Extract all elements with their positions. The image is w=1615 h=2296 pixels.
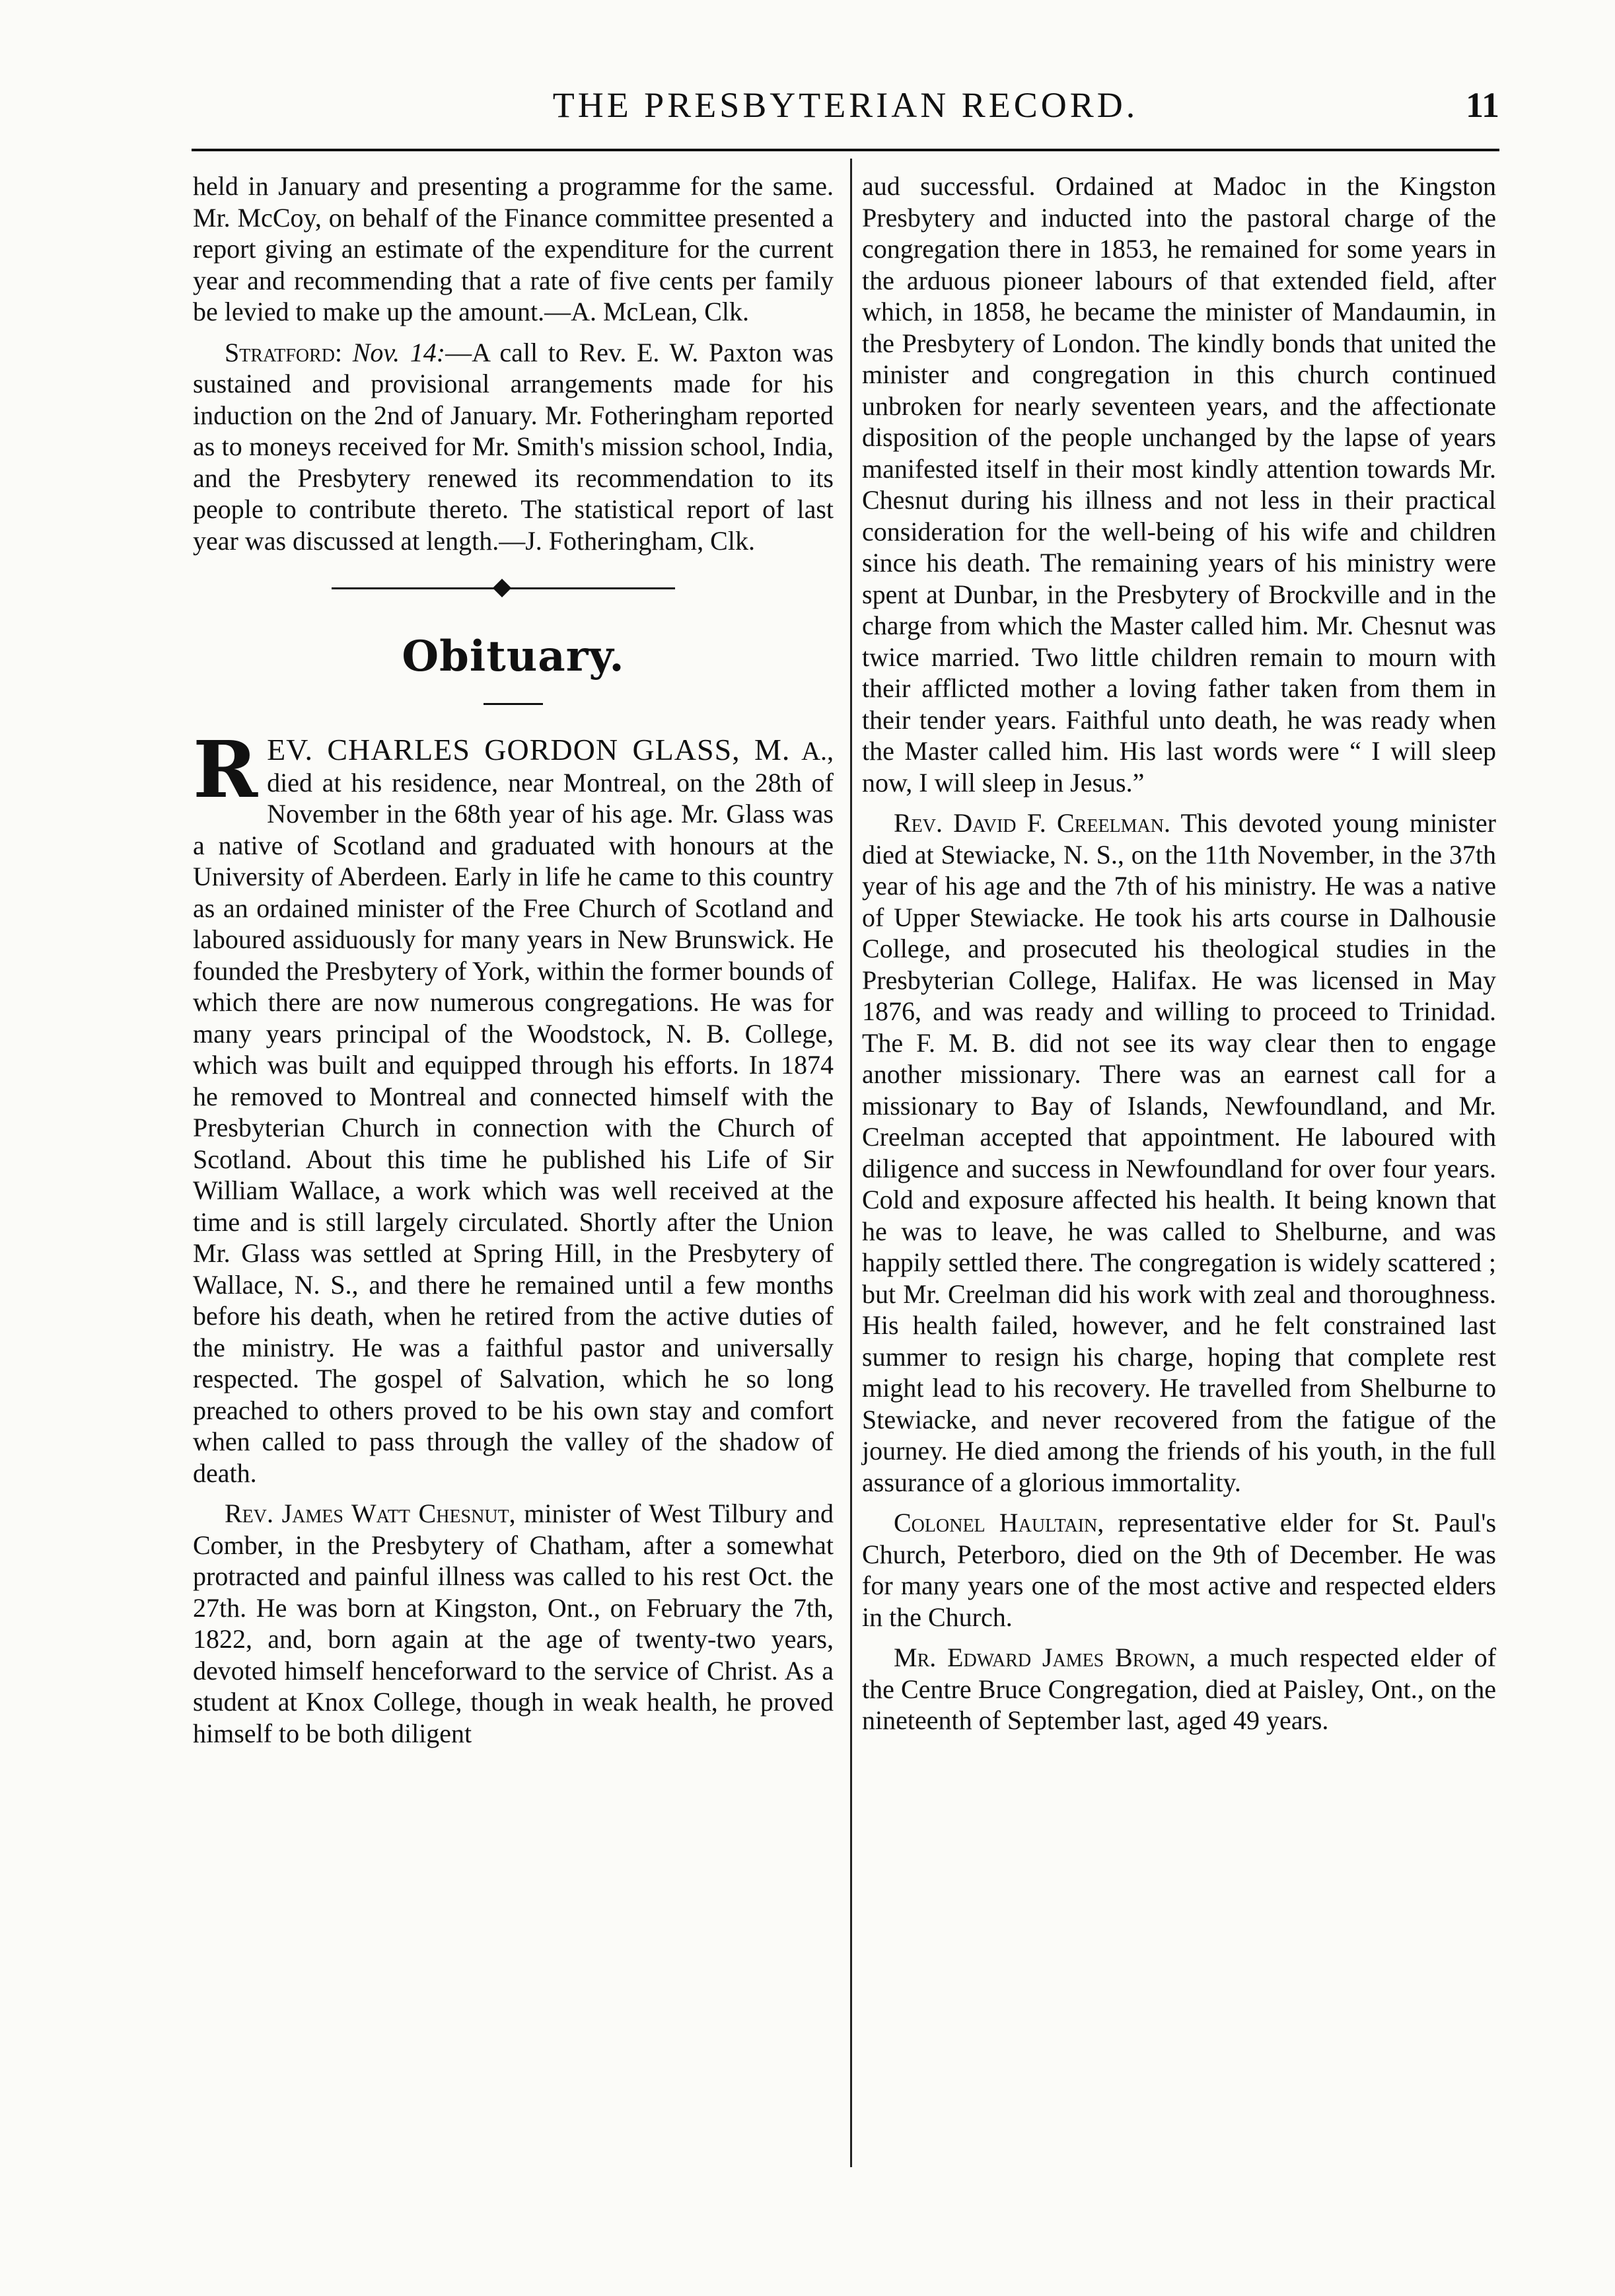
publication-title: THE PRESBYTERIAN RECORD.: [552, 85, 1139, 125]
meeting-date: Nov. 14:: [352, 337, 446, 367]
obituary-brown-text: a much respected elder of the Centre Bruce Congregation, died at Paisley, Ont., on the nineteenth of September last, aged 49 years.: [862, 1643, 1497, 1735]
page-header: [192, 85, 1499, 135]
drop-cap: R: [193, 723, 258, 815]
obituary-chesnut-text: minister of West Tilbury and Comber, in the Presbytery of Chatham, after a somewhat protracted and painful illness was called to his rest Oct. the 27th. He was born at Kingston, Ont., on February the 7th, 1822, and, born again at the age of twenty-two years, devoted himself henceforward to the service of Christ. As a student at Knox College, though in weak health, he proved himself to be both diligent: [193, 1499, 834, 1748]
obituary-chesnut-continued: aud successful. Ordained at Madoc in the Kingston Presbytery and inducted into the pastoral charge of the congregation there in 1853, he remained for some years in the arduous pioneer labours of that extended field, after which, in 1858, he became the minister of Mandaumin, in the Presbytery of London. The kindly bonds that united the minister and congregation in this church continued unbroken for nearly seventeen years, and the affectionate disposition of the people unchanged by the lapse of years manifested itself in their most kindly attention towards Mr. Chesnut during his illness and not less in their practical consideration for the well-being of his wife and children since his death. The remaining years of his ministry were spent at Dunbar, in the Presbytery of Brockville and in the charge from which the Master called him. Mr. Chesnut was twice married. Two little children remain to mourn with their afflicted mother a loving father taken from them in their tender years. Faithful unto death, he was ready when the Master called him. His last words were “ I will sleep now, I will sleep in Jesus.”: [862, 171, 1496, 797]
obituary-haultain-text: representative elder for St. Paul's Church, Peterboro, died on the 9th of December. He was for many years one of the most active and respected elders in the Church.: [862, 1508, 1497, 1632]
obituary-chesnut: [193, 1498, 834, 1749]
obituary-brown-name: Mr. Edward James Brown,: [894, 1643, 1196, 1672]
obituary-glass-lead: EV. CHARLES GORDON GLASS, M.: [267, 733, 791, 766]
obituary-haultain: [862, 1507, 1496, 1633]
left-column: [193, 170, 834, 1758]
short-rule: [484, 703, 543, 705]
diamond-ornament-icon: [493, 579, 511, 597]
ornamental-separator: [193, 570, 834, 609]
paragraph-stratford: [193, 337, 834, 557]
obituary-creelman-name: Rev. David F. Creelman.: [894, 808, 1170, 838]
obituary-glass: [193, 723, 834, 1489]
obituary-creelman-text: This devoted young minister died at Stewiacke, N. S., on the 11th November, in the 37th year of his age and the 7th of his ministry. He was a native of Upper Stewiacke. He took his arts course in Dalhousie College, and prosecuted his theological studies in the Presbyterian College, Halifax. He was licensed in May 1876, and was ready and willing to proceed to Trinidad. The F. M. B. did not see its way clear then to engage another missionary. There was an earnest call for a missionary to Bay of Islands, Newfoundland, and Mr. Creelman accepted that appointment. He laboured with diligence and success in Newfoundland for over four years. Cold and exposure affected his health. It being known that he was to leave, he was called to Shelburne, and was happily settled there. The congregation is widely scattered ; but Mr. Creelman did his work with zeal and thoroughness. His health failed, however, and he felt constrained last summer to resign his charge, hoping that complete rest might lead to his recovery. He travelled from Shelburne to Stewiacke, and never recovered from the fatigue of the journey. He died among the friends of his youth, in the full assurance of a glorious immortality.: [862, 808, 1496, 1497]
obituary-brown: [862, 1642, 1496, 1736]
obituary-creelman: [862, 807, 1496, 1498]
paragraph-presbytery-continued: held in January and presenting a programme for the same. Mr. McCoy, on behalf of the Finance committee presented a report giving an estimate of the expenditure for the current year and recommending that a rate of five cents per family be levied to make up the amount.—A. McLean, Clk.: [193, 171, 834, 326]
header-rule: [192, 149, 1499, 151]
obituary-glass-text: A., died at his residence, near Montreal, on the 28th of November in the 68th year of his age. Mr. Glass was a native of Scotland and graduated with honours at the University of Aberdeen. Early in life he came to this country as an ordained minister of the Free Church of Scotland and laboured assiduously for many years in New Brunswick. He founded the Presbytery of York, within the former bounds of which there are now numerous congregations. He was for many years principal of the Woodstock, N. B. College, which was built and equipped through his efforts. In 1874 he removed to Montreal and connected himself with the Presbyterian Church in connection with the Church of Scotland. About this time he published his Life of Sir William Wallace, a work which was well received at the time and is still largely circulated. Shortly after the Union Mr. Glass was settled at Spring Hill, in the Presbytery of Wallace, N. S., and there he remained until a few months before his death, when he retired from the active duties of the ministry. He was a faithful pastor and universally respected. The gospel of Salvation, which he so long preached to others proved to be his own stay and comfort when called to pass through the valley of the shadow of death.: [193, 736, 834, 1488]
column-divider: [850, 159, 852, 2167]
obituary-haultain-name: Colonel Haultain,: [894, 1508, 1104, 1537]
obituary-chesnut-name: Rev. James Watt Chesnut,: [225, 1499, 516, 1528]
right-column: [862, 170, 1496, 1746]
place-name: Stratford:: [225, 337, 343, 367]
section-title-obituary: Obituary.: [402, 632, 625, 681]
page-number: 11: [1465, 85, 1499, 125]
paragraph-stratford-text: —A call to Rev. E. W. Paxton was sustained and provisional arrangements made for his induction on the 2nd of January. Mr. Fotheringham reported as to moneys received for Mr. Smith's mission school, India, and the Presbytery renewed its recommendation to its people to contribute thereto. The statistical report of last year was discussed at length.—J. Fotheringham, Clk.: [193, 337, 834, 556]
